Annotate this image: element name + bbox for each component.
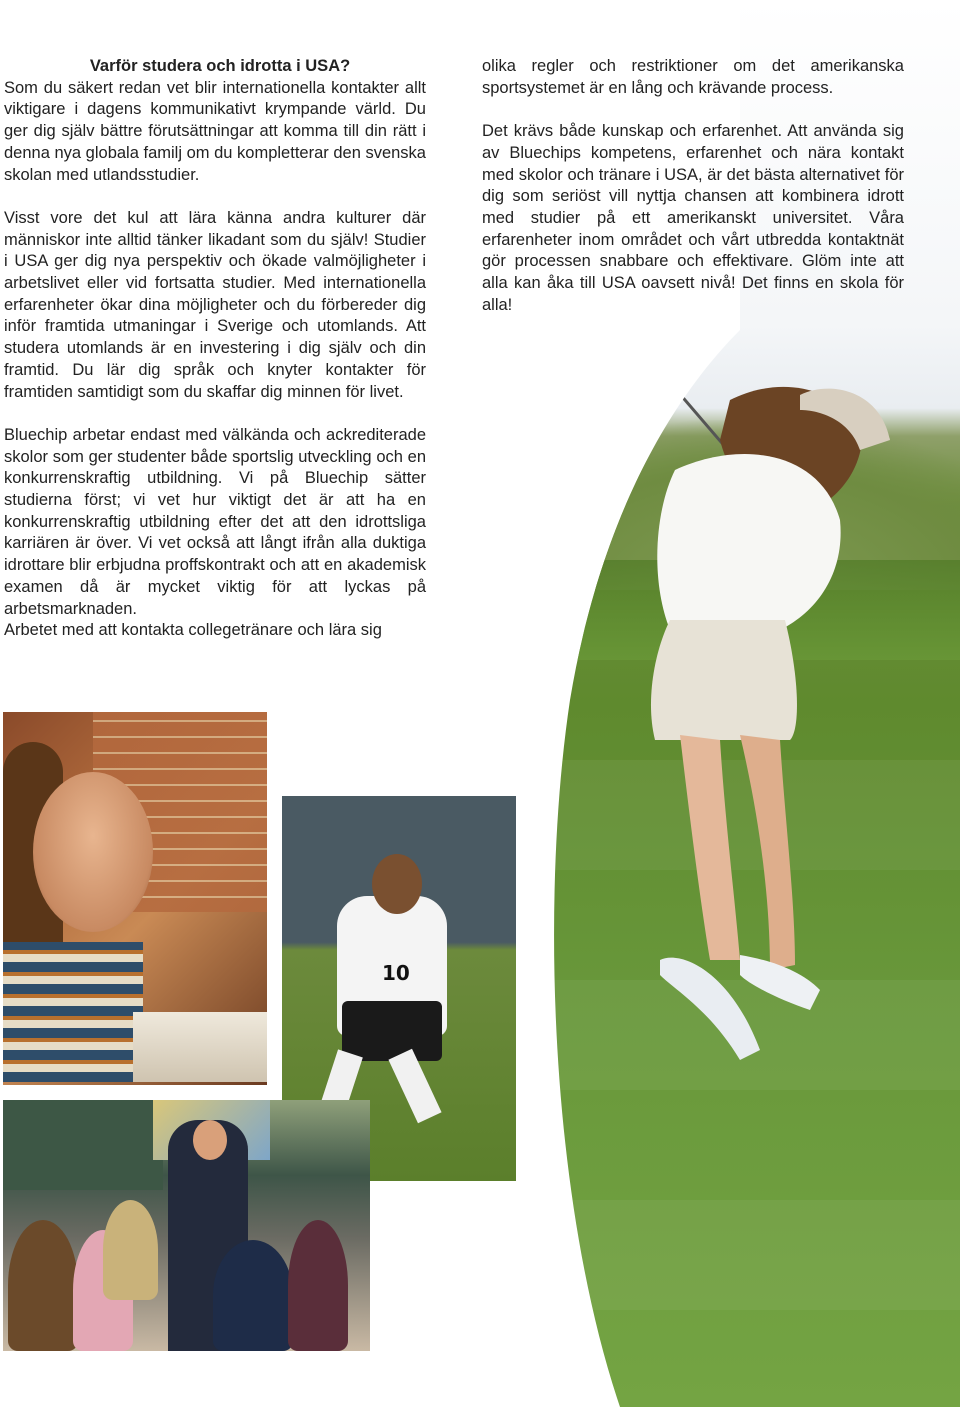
- chalkboard: [3, 1100, 163, 1190]
- right-text-column: [482, 56, 904, 316]
- shorts: [342, 1001, 442, 1061]
- student: [288, 1220, 348, 1351]
- student: [8, 1220, 78, 1351]
- jersey-number: 10: [382, 961, 410, 985]
- article-title: Varför studera och idrotta i USA?: [89, 57, 351, 75]
- open-book: [133, 1012, 267, 1082]
- student: [213, 1240, 293, 1351]
- classroom-photo: [3, 1100, 370, 1351]
- left-text-column: [4, 56, 426, 642]
- paragraph-experience: Det krävs både kunskap och erfarenhet. Att använda sig av Bluechips kompetens, erfarenhet och nära kontakt med skolor och tränare i USA, är det bästa alternativet för dig som seriöst vill nyttja chansen att kombinera idrott med studier på ett amerikanskt universitet. Våra erfarenheter inom området och vårt utbredda kontaktnät gör processen snabbare och effektivare. Glöm inte att alla kan åka till USA oavsett nivå! Det finns en skola för alla!: [482, 122, 904, 314]
- teacher-face: [193, 1120, 227, 1160]
- paragraph-rules: olika regler och restriktioner om det amerikanska sportsystemet är en lång och krävande process.: [482, 57, 904, 97]
- paragraph-cultures: Visst vore det kul att lära känna andra kulturer där människor inte alltid tänker likadant som du själv! Studier i USA ger dig nya perspektiv och ökade valmöjligheter i arbetslivet eller vid fortsatta studier. Med internationella erfarenheter ökar dina möjligheter och du förbereder dig inför framtida utmaningar i Sverige och utomlands. Att studera utomlands är en investering i dig själv och din framtid. Du lär dig språk och knyter kontakter för framtiden samtidigt som du skaffar dig minnen för livet.: [4, 208, 426, 401]
- student-girl-photo: [3, 712, 267, 1085]
- player-head: [372, 854, 422, 914]
- face: [33, 772, 153, 932]
- student: [103, 1200, 158, 1300]
- paragraph-continued: Arbetet med att kontakta collegetränare och lära sig: [4, 621, 382, 640]
- paragraph-intro: Som du säkert redan vet blir internationella kontakter allt viktigare i dagens kommunikativt krympande värld. Du ger dig själv bättre förutsättningar att komma till din rätt i denna nya globala familj om du kompletterar den svenska skolan med utlandsstudier.: [4, 78, 426, 184]
- paragraph-bluechip: Bluechip arbetar endast med välkända och ackrediterade skolor som ger studenter både sportslig utveckling och en konkurrenskraftig utbildning. Vi på Bluechip sätter studierna först; vi vet hur viktigt det är att ha en konkurrenskraftig utbildning efter det att den idrottsliga karriären är över. Vi vet också att långt ifrån alla duktiga idrottare blir erbjudna proffskontrakt och att en akademisk examen då är mycket viktig för att lyckas på arbetsmarknaden.: [4, 425, 426, 618]
- striped-shirt: [3, 942, 143, 1082]
